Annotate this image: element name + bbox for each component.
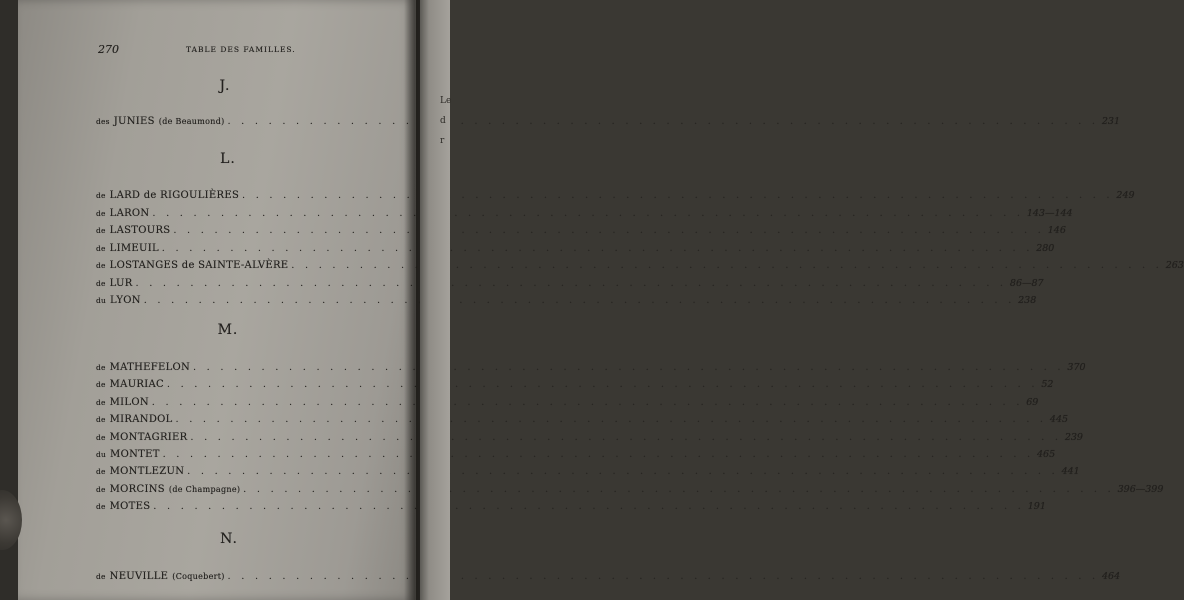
family-name: MONTAGRIER (109, 431, 188, 443)
index-entry (96, 190, 1135, 204)
family-name: LASTOURS (109, 225, 171, 236)
index-entry (96, 207, 1073, 222)
facing-page-fragment: r (440, 136, 445, 146)
family-name: MIRANDOL (109, 414, 173, 426)
entry-prefix: de (96, 226, 106, 235)
index-entry (96, 116, 1121, 130)
index-entry (96, 260, 1184, 274)
family-name: MOTES (109, 501, 151, 513)
dot-leader (152, 209, 1023, 219)
family-name: LUR (109, 277, 133, 289)
family-name: MORCINS (109, 483, 165, 495)
index-page (18, 0, 1184, 600)
family-qualifier: (Coquebert) (172, 572, 225, 581)
index-entry (96, 242, 1055, 257)
entry-prefix: de (96, 363, 106, 372)
section-heading-l: L. (220, 151, 236, 167)
dot-leader (228, 117, 1099, 127)
page-reference: 280 (1036, 242, 1055, 254)
entry-prefix: de (96, 484, 106, 494)
index-entry (96, 449, 1056, 463)
dot-leader (187, 467, 1058, 477)
family-name: MONTLEZUN (109, 466, 185, 478)
dot-leader (144, 296, 1015, 306)
page-reference: 52 (1041, 379, 1054, 391)
index-entry (96, 295, 1037, 309)
index-entry (96, 362, 1086, 376)
entry-prefix: de (96, 432, 106, 442)
entry-prefix: de (96, 243, 106, 253)
family-name: MONTET (110, 449, 160, 460)
family-name: LARD de RIGOULIÈRES (109, 190, 240, 201)
dot-leader (228, 572, 1099, 582)
family-name: LARON (109, 207, 150, 219)
page-reference: 231 (1101, 116, 1121, 127)
family-name: MILON (109, 396, 149, 408)
page-reference: 396—399 (1117, 483, 1164, 495)
page-reference: 465 (1037, 449, 1056, 460)
dot-leader (243, 485, 1114, 495)
family-name: LYON (110, 295, 141, 306)
page-reference: 370 (1067, 362, 1086, 373)
dot-leader (152, 398, 1023, 408)
index-entry (96, 501, 1046, 515)
dot-leader (173, 226, 1044, 236)
page-reference: 143—144 (1026, 207, 1073, 219)
entry-prefix: du (96, 450, 107, 459)
page-reference: 445 (1049, 414, 1069, 426)
index-entry (96, 414, 1069, 428)
page-number: 270 (98, 43, 119, 56)
family-name: MAURIAC (109, 379, 164, 391)
entry-prefix: du (96, 296, 107, 305)
family-name: JUNIES (113, 116, 155, 127)
entry-prefix: de (96, 502, 106, 512)
index-entry (96, 396, 1039, 411)
index-entry (96, 466, 1080, 480)
family-name: LOSTANGES de SAINTE-ALVÈRE (109, 260, 289, 271)
dot-leader (176, 415, 1047, 425)
family-name: LIMEUIL (109, 242, 159, 254)
entry-prefix: de (96, 415, 106, 425)
facing-page-fragment: Le (440, 96, 452, 106)
section-heading-n: N. (220, 531, 238, 547)
index-entry (96, 431, 1083, 446)
family-name: NEUVILLE (109, 571, 169, 582)
entry-prefix: de (96, 191, 106, 200)
family-qualifier: (de Champagne) (168, 484, 241, 494)
index-entry (96, 225, 1066, 239)
facing-page-edge (420, 0, 450, 600)
family-name: MATHEFELON (109, 362, 191, 373)
index-entry (96, 277, 1044, 292)
page-reference: 86—87 (1009, 277, 1044, 289)
entry-prefix: de (96, 261, 106, 270)
page-reference: 239 (1064, 431, 1083, 443)
entry-prefix: de (96, 467, 106, 477)
page-reference: 191 (1027, 501, 1046, 513)
section-heading-j: J. (219, 78, 231, 94)
dot-leader (167, 380, 1038, 390)
entry-prefix: de (96, 208, 106, 218)
entry-prefix: de (96, 380, 106, 390)
entry-prefix: des (96, 117, 110, 126)
index-entry (96, 379, 1054, 393)
page-reference: 263 (1165, 260, 1184, 271)
page-reference: 464 (1102, 571, 1121, 582)
dot-leader (193, 363, 1064, 373)
dot-leader (163, 450, 1034, 460)
family-qualifier: (de Beaumond) (158, 117, 225, 126)
dot-leader (242, 191, 1113, 201)
dot-leader (190, 433, 1061, 443)
entry-prefix: de (96, 397, 106, 407)
page-reference: 441 (1061, 466, 1080, 478)
entry-prefix: de (96, 278, 106, 288)
dot-leader (162, 244, 1033, 254)
dot-leader (136, 279, 1007, 289)
page-reference: 249 (1116, 190, 1135, 201)
page-reference: 69 (1026, 396, 1039, 408)
index-entry (96, 571, 1121, 585)
index-entry (96, 483, 1164, 498)
facing-page-fragment: d (440, 116, 446, 126)
page-reference: 146 (1047, 225, 1066, 236)
dot-leader (153, 502, 1024, 512)
running-head: TABLE DES FAMILLES. (186, 45, 296, 54)
entry-prefix: de (96, 572, 106, 581)
section-heading-m: M. (217, 322, 239, 338)
page-reference: 238 (1018, 295, 1037, 306)
